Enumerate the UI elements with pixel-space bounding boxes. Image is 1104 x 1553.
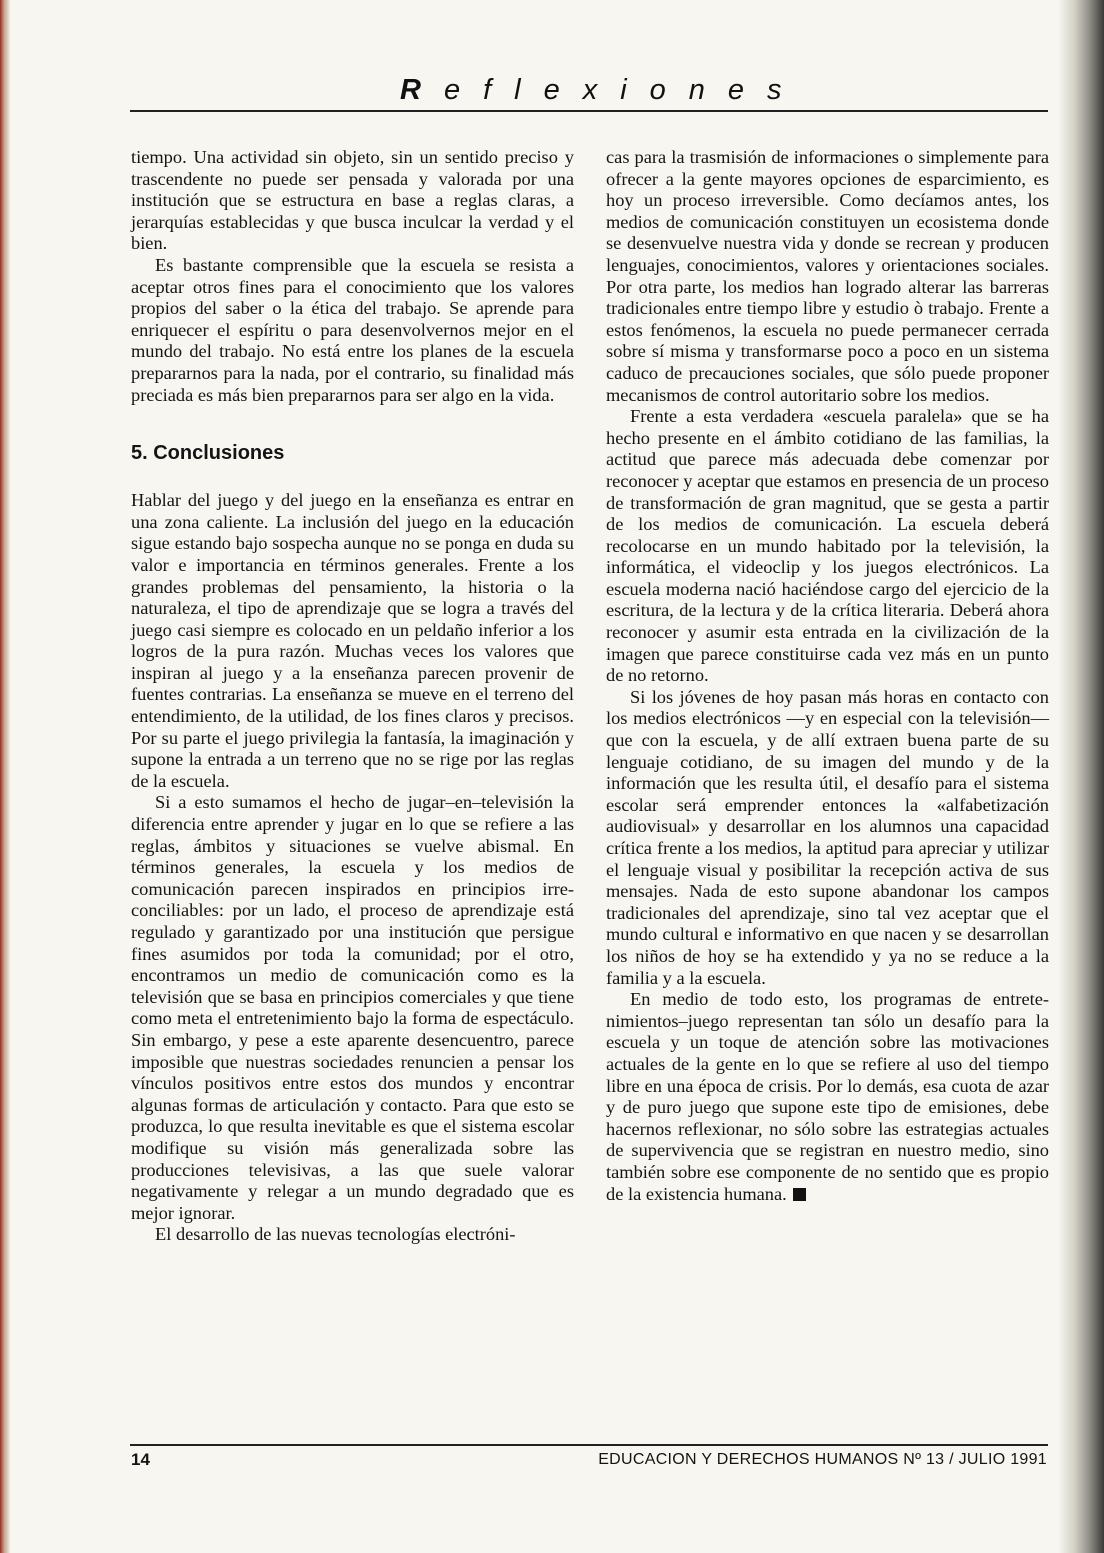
page-edge-shadow-right <box>1058 0 1104 1553</box>
paragraph: cas para la trasmisión de informaciones o simplemente para ofrecer a la gente mayores opciones de esparcimiento, es hoy un proceso irreversible. Como decíamos antes, los medios de comunicación constituyen un ecosistema donde se desenvuelve nuestra vida y donde se recrean y producen lenguajes, conocimientos, valores y orientaciones sociales. Por otra parte, los medios han logrado alterar las barreras tradicionales entre tiempo libre y estudio ò trabajo. Frente a estos fenómenos, la escuela no puede permanecer cerrada sobre sí misma y transformarse poco a poco en un sistema caduco de precauciones sociales, que sólo puede proponer mecanismos de control autoritario sobre los medios. <box>606 147 1049 405</box>
right-column <box>606 147 1049 1205</box>
running-header-initial: R <box>400 74 444 106</box>
paragraph: tiempo. Una actividad sin objeto, sin un sentido preciso y trascendente no puede ser pensada y valorada por una institución que se estructura en base a reglas claras, a jerarquías establecidas y que busca inculcar la verdad y el bien. <box>131 147 574 254</box>
paragraph: Si a esto sumamos el hecho de jugar–en–televisión la diferencia entre aprender y jugar en lo que se refiere a las reglas, ámbitos y situaciones se vuelve abismal. En términos generales, la escuela y los medios de comunicación parecen inspirados en principios irreconciliables: por un lado, el proceso de aprendizaje está regulado y garantizado por una institución que persigue fines asumidos por toda la comunidad; por el otro, encontramos un medio de comunicación como es la televisión que se basa en principios comerciales y que tiene como meta el entretenimiento bajo la forma de espectáculo. Sin embargo, y pese a este aparente desencuentro, parece imposible que nuestras sociedades renuncien a pensar los vínculos positivos entre estos dos mundos y encontrar algunas formas de articulación y contacto. Para que esto se produzca, lo que resulta inevitable es que el sistema escolar modifique su visión más generalizada sobre las producciones televisivas, a las que suele valorar negativamente y relegar a un mundo degradado que es mejor ignorar. <box>131 792 574 1223</box>
running-header <box>400 74 1000 107</box>
paragraph: Es bastante comprensible que la escuela se resista a aceptar otros fines para el conocimiento que los valores propios del saber o la ética del trabajo. Se aprende para enriquecer el espíritu o para desenvolvernos mejor en el mundo del trabajo. No está entre los planes de la escuela prepararnos para la nada, por el contrario, su finalidad más preciada es más bien prepararnos para ser algo en la vida. <box>131 254 574 405</box>
running-header-rest: eflexiones <box>443 74 805 106</box>
left-column <box>131 147 574 1246</box>
final-paragraph <box>606 989 1049 1205</box>
paragraph: El desarrollo de las nuevas tecnologías electróni- <box>155 1224 516 1245</box>
page-edge-shadow-left <box>0 0 10 1553</box>
section-heading: 5. Conclusiones <box>131 442 285 465</box>
end-of-article-mark <box>793 1188 806 1201</box>
footer-rule <box>130 1444 1048 1446</box>
publication-footer: EDUCACION Y DERECHOS HUMANOS Nº 13 / JULIO 1991 <box>598 1451 1047 1468</box>
paragraph-text: En medio de todo esto, los programas de entretenimientos–juego representan tan sólo un desafío para la escuela y un toque de atención sobre las motivaciones actuales de la gente en lo que se refiere al uso del tiempo libre en una época de crisis. Por lo demás, esa cuota de azar y de puro juego que supone este tipo de emisiones, debe hacernos reflexionar, no sólo sobre las estrategias actuales de supervivencia que se registran en nuestro medio, sino también sobre ese componente de no sentido que es propio de la existencia humana. <box>606 989 1049 1204</box>
header-rule <box>130 110 1048 112</box>
paragraph: Hablar del juego y del juego en la enseñanza es entrar en una zona caliente. La inclusión del juego en la educación sigue estando bajo sospecha aunque no se ponga en duda su valor e importancia en términos generales. Frente a los grandes problemas del pensamiento, la historia o la naturaleza, el tipo de aprendizaje que se logra a través del juego casi siempre es colocado en un peldaño inferior a los logros de la pura razón. Muchas veces los valores que inspiran al juego y a la enseñanza parecen provenir de fuentes contrarias. La enseñanza se mueve en el terreno del entendimiento, de la utilidad, de los fines claros y precisos. Por su parte el juego privilegia la fantasía, la imaginación y supone la entrada a un terreno que no se rige por las reglas de la escuela. <box>131 490 574 791</box>
page-number: 14 <box>131 1450 150 1469</box>
paragraph: Frente a esta verdadera «escuela paralela» que se ha hecho presente en el ámbito cotidiano de las familias, la actitud que parece más adecuada debe comenzar por reconocer y aceptar que estamos en presencia de un proceso de transformación de gran magnitud, que se gesta a partir de los medios de comunicación. La escuela deberá recolocarse en un mundo habitado por la televisión, la informática, el videoclip y los juegos electrónicos. La escuela moderna nació haciéndose cargo del ejercicio de la escritura, de la lectura y de la crítica literaria. Deberá ahora reconocer y asumir esta entrada en la civilización de la imagen que parece constituirse cada vez más en un punto de no retorno. <box>606 406 1049 686</box>
paragraph: Si los jóvenes de hoy pasan más horas en contacto con los medios electrónicos —y en especial con la televisión— que con la escuela, y de allí extraen buena parte de su lenguaje cotidiano, de su imagen del mundo y de la información que les resulta útil, el desafío para el sistema escolar será emprender entonces la «alfabetización audiovisual» y desarrollar en los alumnos una capacidad crítica frente a los medios, la aptitud para apreciar y utilizar el lenguaje visual y posibilitar la recepción activa de sus mensajes. Nada de esto supone abandonar los campos tradicionales del aprendizaje, sino tal vez aceptar que el mundo cultural e informativo en que nacen y se desarrollan los niños de hoy se ha extendido y ya no se reduce a la familia y a la escuela. <box>606 686 1049 988</box>
